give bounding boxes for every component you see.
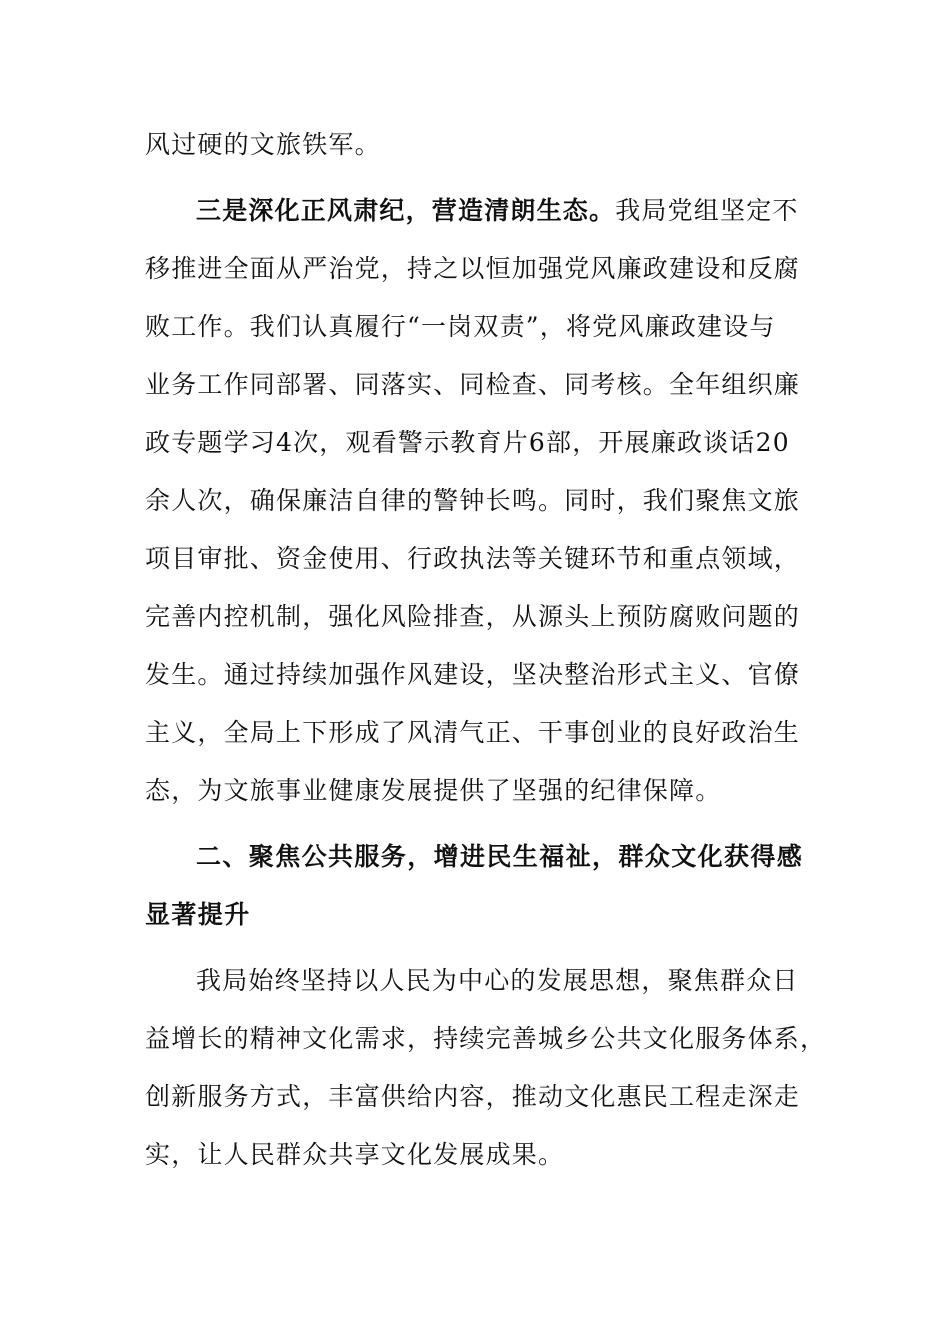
paragraph-continuation-line: 风过硬的文旅铁军。 [145, 130, 381, 159]
section-two-paragraph-line: 创新服务方式，丰富供给内容，推动文化惠民工程走深走 [145, 1082, 801, 1111]
section-two-paragraph-line: 我局始终坚持以人民为中心的发展思想，聚焦群众日 [196, 966, 799, 995]
paragraph-three-line: 余人次，确保廉洁自律的警钟长鸣。同时，我们聚焦文旅 [145, 486, 801, 515]
paragraph-three-line: 发生。通过持续加强作风建设，坚决整治形式主义、官僚 [145, 660, 801, 689]
paragraph-lead-bold: 三是深化正风肃纪，营造清朗生态。 [196, 196, 616, 225]
paragraph-three-line: 政专题学习4次，观看警示教育片6部，开展廉政谈话20 [145, 428, 790, 457]
paragraph-three-line: 败工作。我们认真履行“一岗双责”，将党风廉政建设与 [145, 312, 776, 341]
section-heading: 二、聚焦公共服务，增进民生福祉，群众文化获得感 [196, 842, 804, 871]
paragraph-three-line: 移推进全面从严治党，持之以恒加强党风廉政建设和反腐 [145, 254, 801, 283]
paragraph-three-line: 项目审批、资金使用、行政执法等关键环节和重点领域， [145, 544, 801, 573]
paragraph-three-line: 完善内控机制，强化风险排查，从源头上预防腐败问题的 [145, 602, 801, 631]
paragraph-three-first-line [196, 196, 856, 226]
paragraph-text: 我局党组坚定不 [615, 196, 799, 225]
paragraph-three-line: 主义，全局上下形成了风清气正、干事创业的良好政治生 [145, 718, 801, 747]
paragraph-three-line: 业务工作同部署、同落实、同检查、同考核。全年组织廉 [145, 370, 801, 399]
paragraph-three-line: 态，为文旅事业健康发展提供了坚强的纪律保障。 [145, 776, 722, 805]
section-two-paragraph-line: 实，让人民群众共享文化发展成果。 [145, 1140, 565, 1169]
section-two-paragraph-line: 益增长的精神文化需求，持续完善城乡公共文化服务体系， [145, 1024, 827, 1053]
section-heading-continuation: 显著提升 [145, 900, 251, 929]
